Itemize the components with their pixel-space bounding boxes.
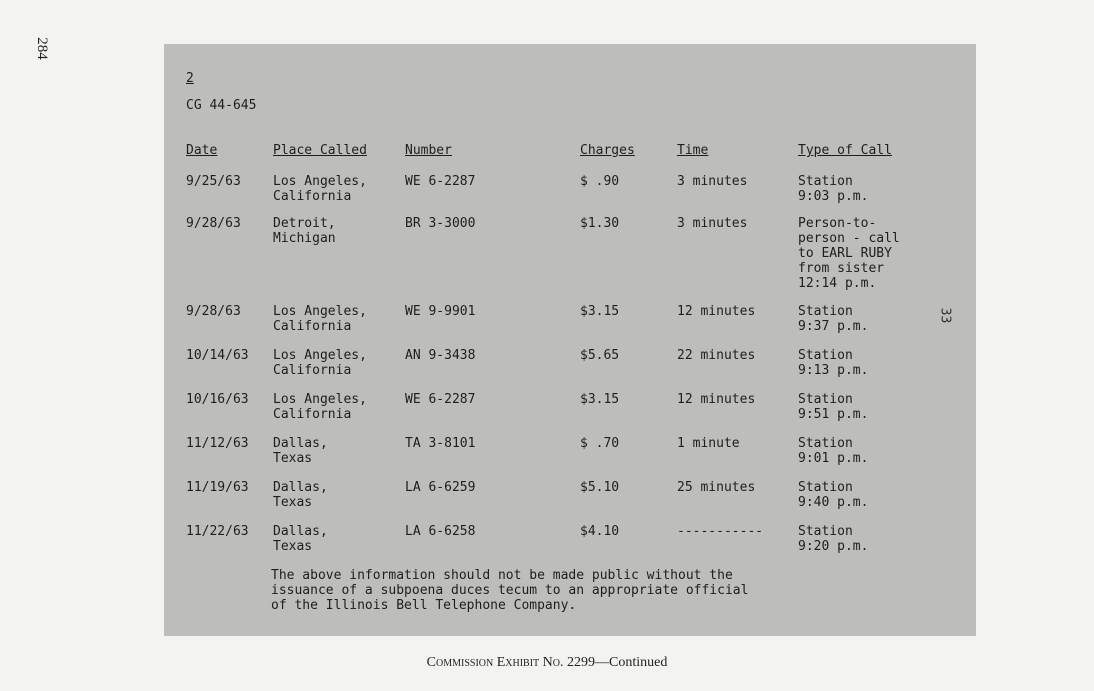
cell-type: Station 9:03 p.m. — [798, 174, 869, 204]
cell-charges: $ .90 — [580, 174, 620, 189]
cell-number: TA 3-8101 — [405, 436, 476, 451]
cell-type: Station 9:40 p.m. — [798, 480, 869, 510]
cell-type: Station 9:37 p.m. — [798, 304, 869, 334]
cell-date: 11/22/63 — [186, 524, 249, 539]
cell-date: 9/25/63 — [186, 174, 241, 189]
column-header-time: Time — [677, 143, 709, 158]
cell-place: Los Angeles, California — [273, 304, 367, 334]
cell-place: Los Angeles, California — [273, 348, 367, 378]
cell-type: Station 9:20 p.m. — [798, 524, 869, 554]
cell-time: 3 minutes — [677, 216, 748, 231]
cell-time: 3 minutes — [677, 174, 748, 189]
cell-time: 1 minute — [677, 436, 740, 451]
cell-time: 12 minutes — [677, 304, 756, 319]
exhibit-label: Commission Exhibit No. 2299 — [426, 655, 595, 670]
cell-charges: $3.15 — [580, 304, 620, 319]
cell-number: WE 6-2287 — [405, 174, 476, 189]
cell-time: 25 minutes — [677, 480, 756, 495]
cell-number: WE 6-2287 — [405, 392, 476, 407]
cell-place: Los Angeles, California — [273, 174, 367, 204]
column-header-place: Place Called — [273, 143, 367, 158]
exhibit-suffix: —Continued — [595, 655, 668, 670]
cell-date: 11/12/63 — [186, 436, 249, 451]
column-header-type: Type of Call — [798, 143, 892, 158]
column-header-number: Number — [405, 143, 452, 158]
cell-charges: $ .70 — [580, 436, 620, 451]
cell-number: LA 6-6259 — [405, 480, 476, 495]
cell-date: 11/19/63 — [186, 480, 249, 495]
sheet-page-number: 2 — [186, 71, 194, 86]
cell-charges: $4.10 — [580, 524, 620, 539]
cell-type: Person-to- person - call to EARL RUBY from sister 12:14 p.m. — [798, 216, 900, 291]
cell-date: 9/28/63 — [186, 304, 241, 319]
cell-number: AN 9-3438 — [405, 348, 476, 363]
cell-number: LA 6-6258 — [405, 524, 476, 539]
cell-type: Station 9:51 p.m. — [798, 392, 869, 422]
cell-date: 10/16/63 — [186, 392, 249, 407]
cell-number: BR 3-3000 — [405, 216, 476, 231]
cell-place: Dallas, Texas — [273, 524, 328, 554]
file-number: CG 44-645 — [186, 98, 257, 113]
cell-type: Station 9:13 p.m. — [798, 348, 869, 378]
cell-date: 9/28/63 — [186, 216, 241, 231]
cell-time: 22 minutes — [677, 348, 756, 363]
cell-charges: $5.10 — [580, 480, 620, 495]
cell-place: Dallas, Texas — [273, 436, 328, 466]
footer-note: The above information should not be made public without the issuance of a subpoena duces tecum to an appropriate official of the Illinois Bell Telephone Company. — [271, 568, 749, 613]
cell-charges: $1.30 — [580, 216, 620, 231]
cell-number: WE 9-9901 — [405, 304, 476, 319]
cell-charges: $3.15 — [580, 392, 620, 407]
cell-place: Dallas, Texas — [273, 480, 328, 510]
cell-time: 12 minutes — [677, 392, 756, 407]
document-sheet — [164, 44, 976, 636]
cell-type: Station 9:01 p.m. — [798, 436, 869, 466]
cell-place: Los Angeles, California — [273, 392, 367, 422]
cell-place: Detroit, Michigan — [273, 216, 336, 246]
cell-charges: $5.65 — [580, 348, 620, 363]
page-number: 284 — [33, 37, 50, 60]
exhibit-caption — [0, 655, 1094, 671]
cell-date: 10/14/63 — [186, 348, 249, 363]
margin-mark: 33 — [937, 307, 953, 324]
column-header-date: Date — [186, 143, 218, 158]
column-header-charges: Charges — [580, 143, 635, 158]
cell-time: ----------- — [677, 524, 764, 539]
